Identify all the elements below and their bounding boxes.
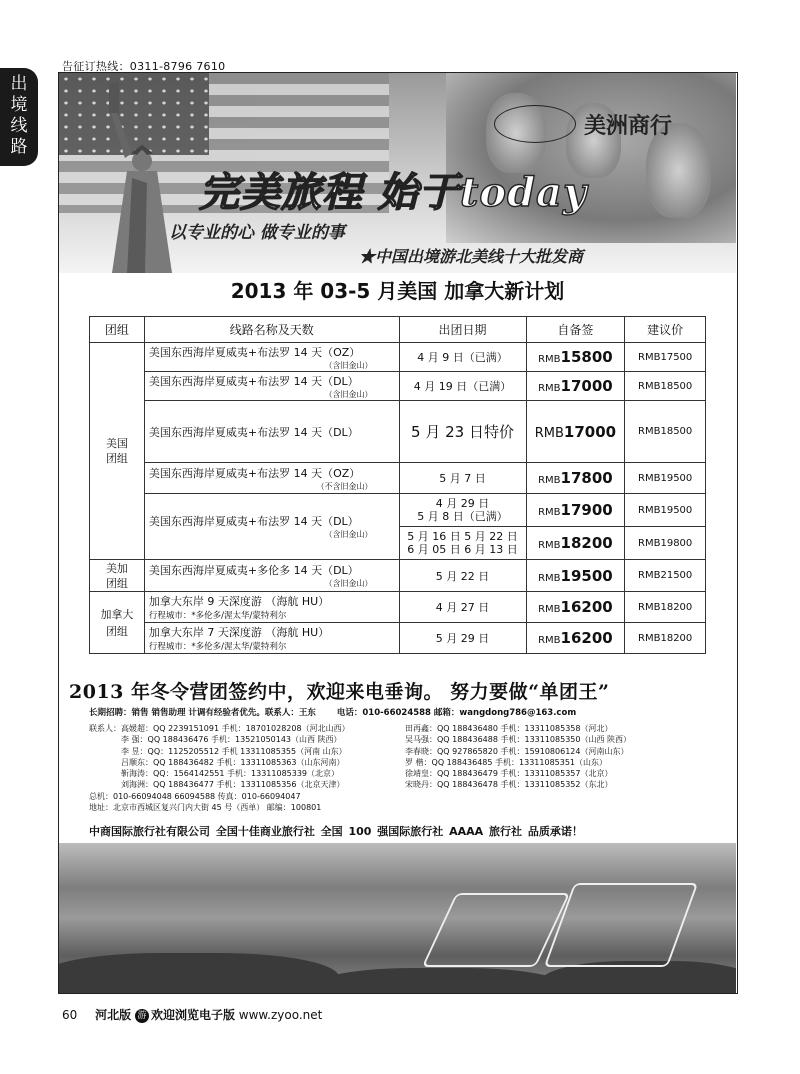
date-cell: 4 月 27 日 [399,592,526,623]
route-name: 加拿大东岸 7 天深度游 （海航 HU） [148,626,330,639]
banner-subtitle: ★中国出境游北美线十大批发商 [359,247,584,266]
table-row [90,623,706,654]
route-cell [144,592,399,623]
list-item: 联系人：高媛超：QQ 2239151091 手机：18701028208（河北山西） 田再鑫：QQ 188436480 手机：13311085358（河北） [89,724,613,733]
route-name: 美国东西海岸夏威夷+布法罗 14 天（DL） [148,425,359,439]
price-cell: RMB16200 [526,623,625,654]
route-cell [144,343,399,372]
route-note: （含旧金山） [324,579,373,588]
column-header: 出团日期 [399,317,526,343]
price-cell: RMB18200 [526,527,625,560]
route-cell [144,623,399,654]
table-header-row [90,317,706,343]
list-item: 李 强：QQ 188436476 手机：13521050143（山西 陕西） 吴马强：QQ 188436488 手机：13311085350（山西 陕西） [121,735,632,745]
table-row [90,494,706,527]
list-item: 总机：010-66094048 66094588 传真：010-66094047 [89,791,301,801]
route-name: 加拿大东岸 9 天深度游 （海航 HU） [148,595,330,608]
brand-logo-icon [494,105,576,143]
table-row [90,560,706,592]
route-name: 美国东西海岸夏威夷+布法罗 14 天（OZ） [148,466,361,480]
list-item: 靳海涛：QQ：1564142551 手机：13311085339（北京） 徐靖皇：QQ 188436479 手机：13311085357（北京） [121,769,613,779]
column-header: 线路名称及天数 [144,317,399,343]
table-row [90,592,706,623]
date-cell: 5 月 22 日 [399,560,526,592]
suggested-price-cell: RMB18500 [625,372,706,401]
suggested-price-cell: RMB18200 [625,592,706,623]
table-row [90,343,706,372]
route-cell [144,560,399,592]
route-name: 美国东西海岸夏威夷+布法罗 14 天（DL） [148,515,359,528]
column-header: 团组 [90,317,145,343]
route-note: （含旧金山） [324,360,373,370]
banner-slogan: 完美旅程 始于today [199,169,588,216]
column-header: 建议价 [625,317,706,343]
list-item: 李 昱：QQ：1125205512 手机 13311085355（河南 山东） 李春晓：QQ 927865820 手机：15910806124（河南山东） [121,746,629,756]
date-cell: 4 月 19 日（已满） [399,372,526,401]
date-cell: 5 月 16 日 5 月 22 日 6 月 05 日 6 月 13 日 [399,527,526,560]
date-cell: 4 月 9 日（已满） [399,343,526,372]
price-cell: RMB15800 [526,343,625,372]
group-cell [90,560,145,592]
job-text: 长期招聘：销售 销售助理 计调有经验者优先。联系人：王东 [89,708,316,718]
route-note: （含旧金山） [324,389,373,399]
contact-list [89,723,729,813]
route-cell [144,494,399,560]
section-tab-char: 路 [10,137,28,157]
suggested-price-cell: RMB17500 [625,343,706,372]
suggested-price-cell: RMB18500 [625,401,706,463]
price-cell: RMB17000 [526,372,625,401]
section-tab [0,68,38,166]
route-name: 美国东西海岸夏威夷+布法罗 14 天（DL） [148,374,359,388]
section-tab-char: 线 [10,116,28,136]
table-row [90,463,706,494]
page-footer [62,1006,322,1023]
route-cell [144,401,399,463]
banner-tagline: 以专业的心 做专业的事 [169,223,345,243]
recruit-banner: 2013 年冬令营团签约中，欢迎来电垂询。 努力要做“单团王” [69,681,610,703]
date-cell: 5 月 7 日 [399,463,526,494]
promo-text: 欢迎浏览电子版 [150,1008,235,1022]
job-notice [89,706,594,718]
route-cities: 行程城市：*多伦多/渥太华/蒙特利尔 [148,642,287,652]
beach-chairs-photo [59,843,736,993]
page-number: 60 [62,1008,78,1022]
tour-table [89,316,706,654]
list-item: 刘海洲：QQ 188436477 手机：13311085356（北京天津） 宋晓丹：QQ 188436478 手机：13311085352（东北） [121,780,613,790]
suggested-price-cell: RMB21500 [625,560,706,592]
route-name: 美国东西海岸夏威夷+布法罗 14 天（OZ） [148,345,361,359]
route-cell [144,372,399,401]
group-cell [90,592,145,654]
list-item: 吕顺东：QQ 188436482 手机：13311085363（山东河南） 罗 楷：QQ 188436485 手机：13311085351（山东） [121,757,608,767]
route-name: 美国东西海岸夏威夷+多伦多 14 天（DL） [148,564,359,577]
group-label: 美国团组 [105,437,128,465]
section-tab-char: 境 [10,95,28,115]
date-cell: 5 月 23 日特价 [399,401,526,463]
company-credentials: 中商国际旅行社有限公司 全国十佳商业旅行社 全国 100 强国际旅行社 AAAA 旅行社 品质承诺！ [89,825,583,838]
price-cell: RMB17900 [526,494,625,527]
date-cell: 5 月 29 日 [399,623,526,654]
suggested-price-cell: RMB19500 [625,463,706,494]
job-contact: 电话：010-66024588 邮箱：wangdong786@163.com [336,708,577,718]
brand-name: 美洲商行 [584,113,673,139]
ad-banner [59,73,736,273]
date-cell: 4 月 29 日 5 月 8 日（已满） [399,494,526,527]
hotline: 告征订热线：0311-8796 7610 [62,60,226,73]
table-row [90,372,706,401]
route-cities: 行程城市：*多伦多/渥太华/蒙特利尔 [148,611,287,621]
suggested-price-cell: RMB19500 [625,494,706,527]
price-cell: RMB17000 [526,401,625,463]
route-cell [144,463,399,494]
group-cell [90,343,145,560]
edition-label: 河北版 [95,1008,132,1022]
suggested-price-cell: RMB18200 [625,623,706,654]
route-note: （含旧金山） [324,530,373,539]
price-cell: RMB19500 [526,560,625,592]
statue-of-liberty-graphic [87,83,197,273]
plan-title: 2013 年 03-5 月美国 加拿大新计划 [230,279,565,303]
website-link[interactable]: www.zyoo.net [238,1008,323,1022]
magazine-logo-icon: 游 [135,1009,149,1023]
group-label: 美加团组 [105,561,128,590]
route-note: （不含旧金山） [316,481,373,491]
price-cell: RMB17800 [526,463,625,494]
group-label: 加拿大团组 [100,607,134,638]
list-item: 地址：北京市西城区复兴门内大街 45 号（西单） 邮编：100801 [89,803,322,813]
column-header: 自备签 [526,317,625,343]
suggested-price-cell: RMB19800 [625,527,706,560]
ad-frame [58,72,738,994]
section-tab-char: 出 [10,74,28,94]
price-cell: RMB16200 [526,592,625,623]
table-row [90,401,706,463]
